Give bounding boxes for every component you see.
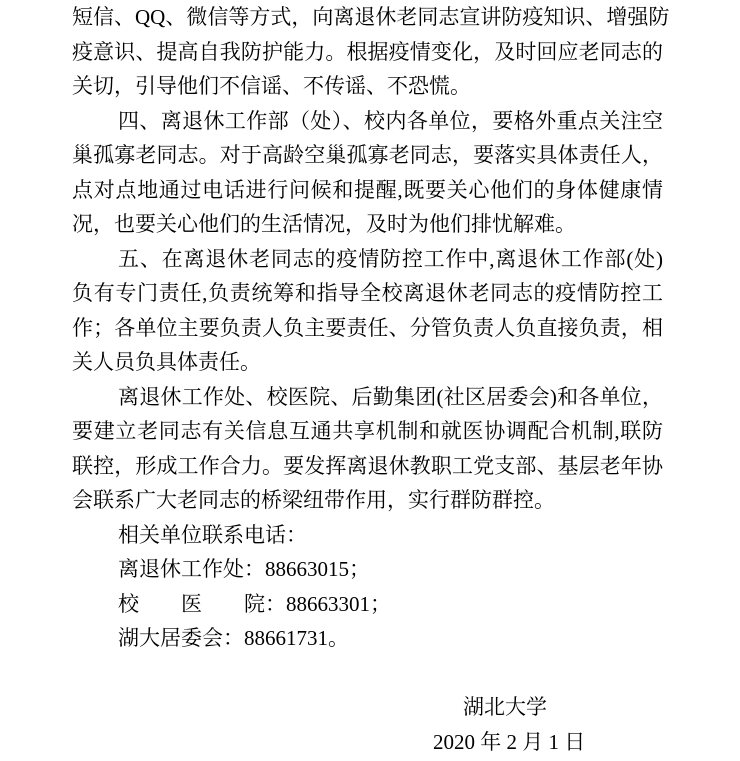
document-body	[72, 0, 670, 759]
text-line: 短信、QQ、微信等方式，向离退休老同志宣讲防疫知识、增强防	[72, 5, 670, 29]
contacts-heading-line: 相关单位联系电话：	[118, 522, 307, 547]
text-line: 四、离退休工作部（处）、校内各单位，要格外重点关注空	[118, 108, 663, 133]
text-line: 会联系广大老同志的桥梁纽带作用，实行群防群控。	[72, 488, 555, 512]
contact-line: 校 医 院：88663301；	[118, 591, 391, 616]
text-line: 况，也要关心他们的生活情况，及时为他们排忧解难。	[72, 212, 576, 236]
text-line: 联控，形成工作合力。要发挥离退休教职工党支部、基层老年协	[72, 453, 663, 478]
contact-line: 离退休工作处：88663015；	[118, 557, 370, 581]
text-line: 巢孤寡老同志。对于高龄空巢孤寡老同志，要落实具体责任人，	[72, 143, 663, 167]
blank-line	[72, 656, 663, 691]
signature-block	[433, 690, 586, 759]
text-line: 关人员负具体责任。	[72, 350, 261, 374]
text-line: 负有专门责任,负责统筹和指导全校离退休老同志的疫情防控工	[72, 281, 663, 305]
text-line: 要建立老同志有关信息互通共享机制和就医协调配合机制,联防	[72, 419, 663, 443]
signature-org: 湖北大学	[463, 695, 547, 719]
text-line: 离退休工作处、校医院、后勤集团(社区居委会)和各单位，	[118, 384, 663, 409]
signature-date: 2020 年 2 月 1 日	[433, 729, 586, 754]
text-line: 关切，引导他们不信谣、不传谣、不恐慌。	[72, 74, 471, 98]
text-line: 作；各单位主要负责人负主要责任、分管负责人负直接负责，相	[72, 315, 663, 340]
text-line: 疫意识、提高自我防护能力。根据疫情变化，及时回应老同志的	[72, 39, 663, 64]
contact-line: 湖大居委会：88661731。	[118, 626, 349, 650]
text-line: 点对点地通过电话进行问候和提醒,既要关心他们的身体健康情	[72, 177, 663, 202]
text-line: 五、在离退休老同志的疫情防控工作中,离退休工作部(处)	[118, 246, 663, 271]
